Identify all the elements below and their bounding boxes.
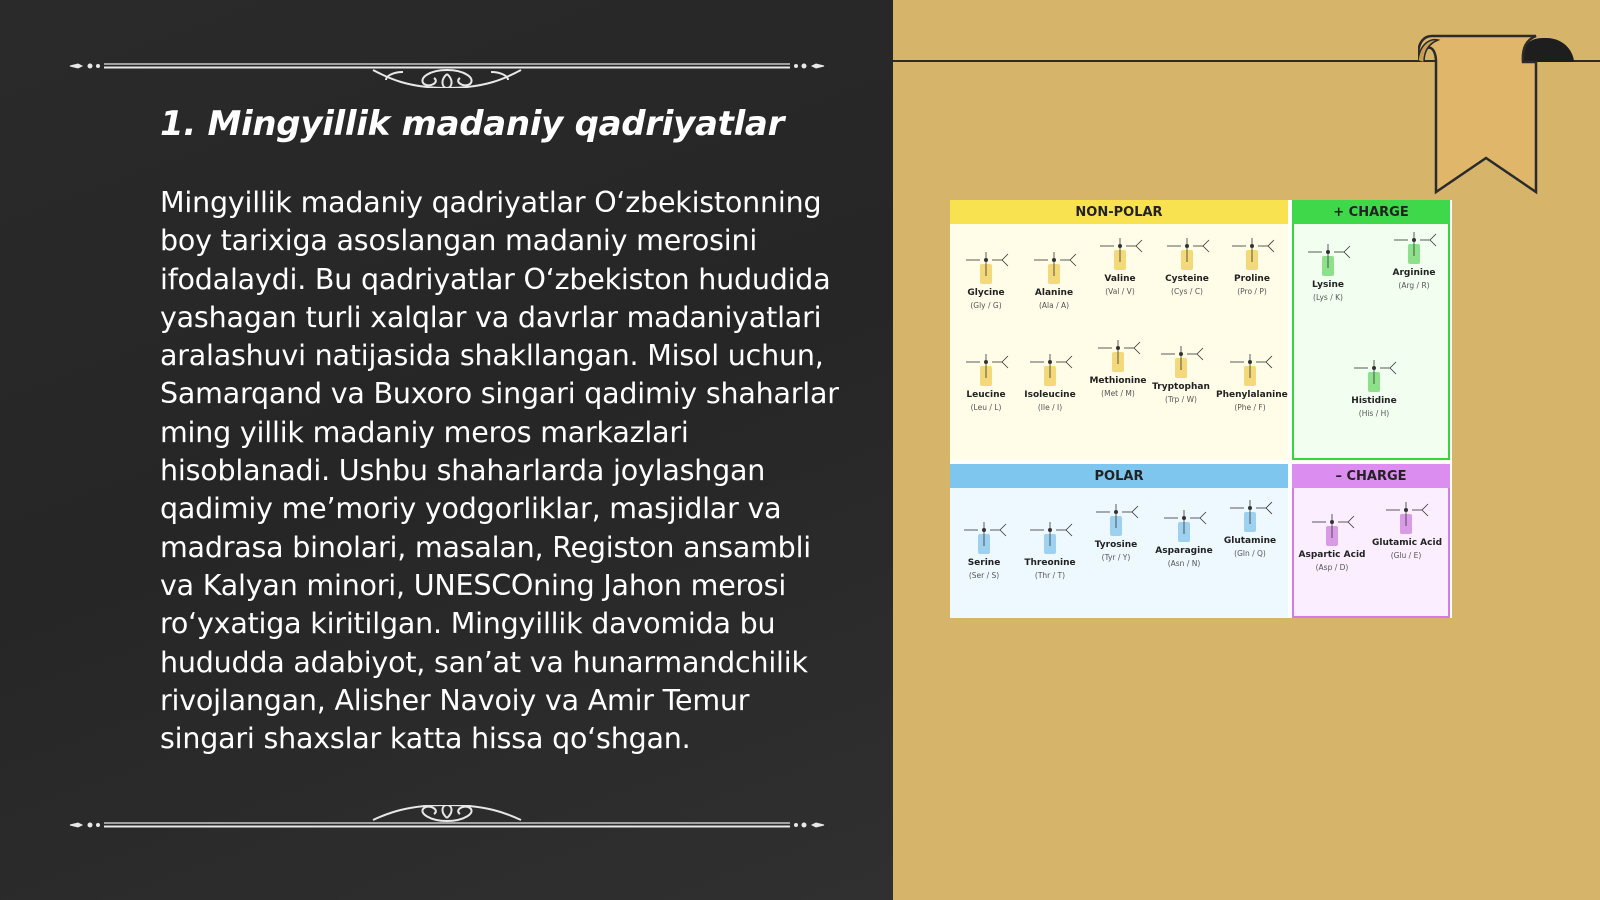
negative-charge-section — [1292, 464, 1450, 618]
amino-acid-threonine — [1016, 520, 1084, 580]
molecule-structure-icon — [1346, 358, 1402, 392]
molecule-structure-icon — [1222, 498, 1278, 532]
amino-acid-tryptophan — [1147, 344, 1215, 404]
amino-acid-isoleucine — [1016, 352, 1084, 412]
amino-acid-name: Glutamine — [1223, 536, 1277, 546]
molecule-structure-icon — [1378, 500, 1434, 534]
amino-acid-name: Histidine — [1351, 396, 1397, 406]
bottom-ornament — [68, 805, 826, 845]
amino-acid-valine — [1086, 236, 1154, 296]
amino-acid-name: Glutamic Acid — [1372, 538, 1443, 548]
amino-acid-asparagine — [1150, 508, 1218, 568]
molecule-structure-icon — [1222, 352, 1278, 386]
amino-acid-histidine — [1340, 358, 1408, 418]
amino-acid-alanine — [1020, 250, 1088, 310]
amino-acid-abbreviation: (Val / V) — [1105, 287, 1135, 296]
molecule-structure-icon — [958, 352, 1014, 386]
polar-header: POLAR — [950, 464, 1288, 488]
negative-charge-header: – CHARGE — [1292, 464, 1450, 488]
amino-acid-abbreviation: (Glu / E) — [1390, 551, 1422, 560]
molecule-structure-icon — [1304, 512, 1360, 546]
molecule-structure-icon — [956, 520, 1012, 554]
amino-acid-abbreviation: (Gly / G) — [970, 301, 1002, 310]
molecule-structure-icon — [1022, 520, 1078, 554]
molecule-structure-icon — [1386, 230, 1442, 264]
amino-acid-aspartic-acid — [1298, 512, 1366, 572]
amino-acid-name: Alanine — [1034, 288, 1074, 298]
amino-acid-name: Leucine — [966, 390, 1006, 400]
slide-body-text: Mingyillik madaniy qadriyatlar O‘zbekistonning boy tarixiga asoslangan madaniy merosini ifodalaydi. Bu qadriyatlar O‘zbekiston hududida yashagan turli xalqlar va davrlar madaniyatlari aralashuvi natijasida shakllangan. Misol uchun, Samarqand va Buxoro singari qadimiy shaharlar ming yillik madaniy meros markazlari hisoblanadi. Ushbu shaharlarda joylashgan qadimiy me’moriy yodgorliklar, masjidlar va madrasa binolari, masalan, Registon ansambli va Kalyan minori, UNESCOning Jahon merosi ro‘yxatiga kiritilgan. Mingyillik davomida bu hududda adabiyot, san’at va hunarmandchilik rivojlangan, Alisher Navoiy va Amir Temur singari shaxslar katta hissa qo‘shgan. — [160, 186, 839, 756]
molecule-structure-icon — [1156, 508, 1212, 542]
amino-acid-abbreviation: (Pro / P) — [1237, 287, 1267, 296]
amino-acid-abbreviation: (Thr / T) — [1034, 571, 1066, 580]
amino-acid-name: Aspartic Acid — [1298, 550, 1366, 560]
amino-acid-abbreviation: (Asp / D) — [1315, 563, 1349, 572]
amino-acid-name: Phenylalanine — [1216, 390, 1288, 400]
amino-acid-abbreviation: (Arg / R) — [1398, 281, 1430, 290]
polar-section — [950, 464, 1288, 618]
molecule-structure-icon — [1092, 236, 1148, 270]
amino-acid-serine — [950, 520, 1018, 580]
molecule-structure-icon — [1090, 338, 1146, 372]
molecule-structure-icon — [1224, 236, 1280, 270]
amino-acid-abbreviation: (Asn / N) — [1167, 559, 1201, 568]
amino-acid-name: Proline — [1234, 274, 1270, 284]
molecule-structure-icon — [1088, 502, 1144, 536]
amino-acid-methionine — [1084, 338, 1152, 398]
amino-acid-abbreviation: (Trp / W) — [1165, 395, 1197, 404]
molecule-structure-icon — [1159, 236, 1215, 270]
amino-acid-name: Valine — [1104, 274, 1136, 284]
top-ornament — [68, 48, 826, 88]
amino-acid-abbreviation: (Ala / A) — [1038, 301, 1070, 310]
slide-title: 1. Mingyillik madaniy qadriyatlar — [160, 104, 785, 144]
amino-acid-chart — [950, 200, 1452, 618]
amino-acid-name: Arginine — [1392, 268, 1436, 278]
amino-acid-glycine — [952, 250, 1020, 310]
amino-acid-abbreviation: (Met / M) — [1101, 389, 1135, 398]
nonpolar-section — [950, 200, 1288, 460]
amino-acid-abbreviation: (Leu / L) — [970, 403, 1002, 412]
molecule-structure-icon — [1026, 250, 1082, 284]
amino-acid-name: Lysine — [1312, 280, 1344, 290]
amino-acid-name: Serine — [967, 558, 1001, 568]
amino-acid-glutamine — [1216, 498, 1284, 558]
molecule-structure-icon — [958, 250, 1014, 284]
amino-acid-name: Tyrosine — [1094, 540, 1138, 550]
amino-acid-name: Cysteine — [1165, 274, 1209, 284]
amino-acid-name: Threonine — [1024, 558, 1076, 568]
amino-acid-glutamic-acid — [1372, 500, 1443, 560]
amino-acid-name: Asparagine — [1155, 546, 1213, 556]
amino-acid-name: Tryptophan — [1152, 382, 1210, 392]
amino-acid-proline — [1218, 236, 1286, 296]
amino-acid-leucine — [952, 352, 1020, 412]
amino-acid-cysteine — [1153, 236, 1221, 296]
amino-acid-phenylalanine — [1216, 352, 1288, 412]
amino-acid-tyrosine — [1082, 502, 1150, 562]
molecule-structure-icon — [1022, 352, 1078, 386]
amino-acid-abbreviation: (Phe / F) — [1234, 403, 1266, 412]
amino-acid-lysine — [1294, 242, 1362, 302]
amino-acid-abbreviation: (Lys / K) — [1313, 293, 1343, 302]
amino-acid-arginine — [1380, 230, 1448, 290]
bookmark-ribbon — [1418, 34, 1600, 200]
amino-acid-abbreviation: (Gln / Q) — [1234, 549, 1266, 558]
nonpolar-header: NON-POLAR — [950, 200, 1288, 224]
molecule-structure-icon — [1153, 344, 1209, 378]
amino-acid-abbreviation: (Tyr / Y) — [1101, 553, 1131, 562]
amino-acid-abbreviation: (Ser / S) — [968, 571, 1000, 580]
positive-charge-header: + CHARGE — [1292, 200, 1450, 224]
amino-acid-name: Glycine — [967, 288, 1005, 298]
molecule-structure-icon — [1300, 242, 1356, 276]
amino-acid-name: Isoleucine — [1024, 390, 1076, 400]
amino-acid-name: Methionine — [1089, 376, 1147, 386]
amino-acid-abbreviation: (Ile / I) — [1037, 403, 1063, 412]
amino-acid-abbreviation: (His / H) — [1358, 409, 1390, 418]
amino-acid-abbreviation: (Cys / C) — [1171, 287, 1203, 296]
positive-charge-section — [1292, 200, 1450, 460]
